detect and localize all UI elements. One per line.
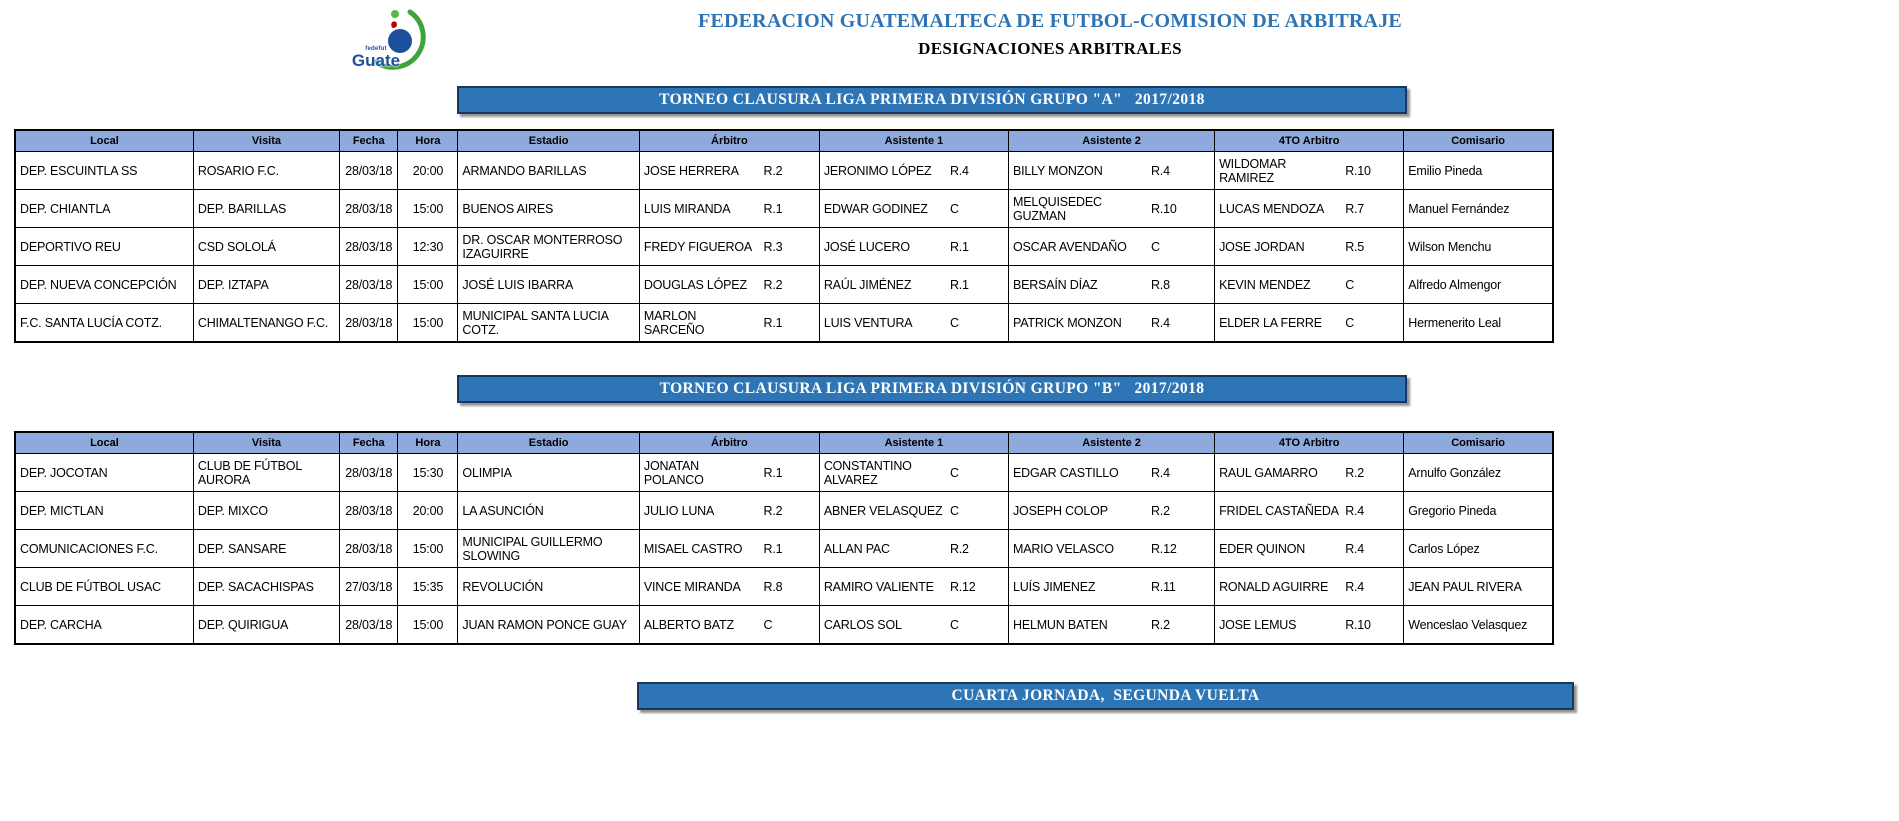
cell-estadio: JOSÉ LUIS IBARRA xyxy=(458,266,639,304)
cell-local: DEP. CARCHA xyxy=(15,606,193,645)
official xyxy=(1013,542,1210,556)
official xyxy=(1219,202,1399,216)
official-category: R.4 xyxy=(1150,315,1170,330)
cell-arbitro xyxy=(639,606,819,645)
official-category: C xyxy=(949,201,959,216)
official-name: VINCE MIRANDA xyxy=(643,579,741,594)
official-category: R.12 xyxy=(1150,541,1177,556)
official-category: R.5 xyxy=(1345,239,1365,254)
cell-cuarto xyxy=(1215,530,1404,568)
table-row xyxy=(15,530,1553,568)
official-name: JERONIMO LÓPEZ xyxy=(823,163,932,178)
official-category: R.2 xyxy=(763,163,783,178)
official-category: R.7 xyxy=(1345,201,1365,216)
official xyxy=(824,316,1004,330)
column-header-hora: Hora xyxy=(398,130,458,152)
official-name: JOSE LEMUS xyxy=(1219,617,1297,632)
official-name: JOSÉ LUCERO xyxy=(823,239,910,254)
official xyxy=(824,618,1004,632)
official-name: LUIS MIRANDA xyxy=(643,201,731,216)
cell-asistente1 xyxy=(819,190,1008,228)
official-category: R.2 xyxy=(763,503,783,518)
official xyxy=(644,618,815,632)
official-name: EDER QUINON xyxy=(1219,541,1306,556)
cell-visita: DEP. QUIRIGUA xyxy=(193,606,339,645)
official xyxy=(824,504,1004,518)
cell-local: CLUB DE FÚTBOL USAC xyxy=(15,568,193,606)
official-name: CARLOS SOL xyxy=(823,617,902,632)
cell-asistente1 xyxy=(819,454,1008,492)
official-name: JOSEPH COLOP xyxy=(1013,503,1108,518)
official-name: LUIS VENTURA xyxy=(823,315,913,330)
official xyxy=(824,580,1004,594)
cell-visita: DEP. BARILLAS xyxy=(193,190,339,228)
cell-comisario: Gregorio Pineda xyxy=(1404,492,1553,530)
cell-visita: CHIMALTENANGO F.C. xyxy=(193,304,339,343)
fedefut-guate-logo-icon xyxy=(348,4,448,82)
official-name: RAMIRO VALIENTE xyxy=(823,579,934,594)
cell-local: DEP. CHIANTLA xyxy=(15,190,193,228)
jornada-banner-text: CUARTA JORNADA, SEGUNDA VUELTA xyxy=(951,687,1260,704)
official-category: R.2 xyxy=(1150,503,1170,518)
table-row xyxy=(15,454,1553,492)
official-category: R.2 xyxy=(1345,465,1365,480)
group-a-banner xyxy=(457,86,1407,114)
cell-comisario: Wenceslao Velasquez xyxy=(1404,606,1553,645)
cell-visita: DEP. MIXCO xyxy=(193,492,339,530)
cell-fecha: 27/03/18 xyxy=(340,568,398,606)
official xyxy=(1013,278,1210,292)
official-name: JOSE JORDAN xyxy=(1219,239,1305,254)
column-header-fecha: Fecha xyxy=(340,432,398,454)
cell-arbitro xyxy=(639,152,819,190)
cell-asistente1 xyxy=(819,266,1008,304)
cell-cuarto xyxy=(1215,266,1404,304)
official-category: R.8 xyxy=(763,579,783,594)
cell-fecha: 28/03/18 xyxy=(340,606,398,645)
column-header-arbitro: Árbitro xyxy=(639,432,819,454)
official xyxy=(644,580,815,594)
cell-estadio: LA ASUNCIÓN xyxy=(458,492,639,530)
official-name: MISAEL CASTRO xyxy=(643,541,743,556)
column-header-estadio: Estadio xyxy=(458,130,639,152)
cell-comisario: Wilson Menchu xyxy=(1404,228,1553,266)
cell-local: F.C. SANTA LUCÍA COTZ. xyxy=(15,304,193,343)
official-category: R.10 xyxy=(1345,617,1371,632)
cell-fecha: 28/03/18 xyxy=(340,304,398,343)
group-a-banner-text: TORNEO CLAUSURA LIGA PRIMERA DIVISIÓN GRUPO "A" 2017/2018 xyxy=(659,91,1205,108)
cell-asistente1 xyxy=(819,228,1008,266)
official xyxy=(824,459,1004,487)
official-category: C xyxy=(949,617,959,632)
page-title: FEDERACION GUATEMALTECA DE FUTBOL-COMISION DE ARBITRAJE xyxy=(698,10,1402,32)
cell-comisario: Emilio Pineda xyxy=(1404,152,1553,190)
group-a-table xyxy=(14,129,1554,343)
official-name: RAÚL JIMÉNEZ xyxy=(823,277,912,292)
cell-cuarto xyxy=(1215,228,1404,266)
cell-comisario: JEAN PAUL RIVERA xyxy=(1404,568,1553,606)
official xyxy=(1219,316,1399,330)
official-name: FREDY FIGUEROA xyxy=(643,239,752,254)
cell-hora: 15:00 xyxy=(398,190,458,228)
official xyxy=(1013,240,1210,254)
official-category: R.1 xyxy=(949,239,969,254)
cell-estadio: JUAN RAMON PONCE GUAY xyxy=(458,606,639,645)
official-name: WILDOMAR RAMIREZ xyxy=(1219,156,1287,185)
official-name: ABNER VELASQUEZ xyxy=(823,503,943,518)
column-header-asistente2: Asistente 2 xyxy=(1009,130,1215,152)
official xyxy=(1219,618,1399,632)
column-header-local: Local xyxy=(15,432,193,454)
cell-cuarto xyxy=(1215,304,1404,343)
official-category: R.4 xyxy=(1345,579,1365,594)
official-name: ELDER LA FERRE xyxy=(1219,315,1322,330)
column-header-cuarto: 4TO Arbitro xyxy=(1215,432,1404,454)
cell-hora: 15:00 xyxy=(398,530,458,568)
table-row xyxy=(15,266,1553,304)
official-category: R.2 xyxy=(949,541,969,556)
cell-cuarto xyxy=(1215,568,1404,606)
cell-estadio: MUNICIPAL SANTA LUCIA COTZ. xyxy=(458,304,639,343)
official-name: BILLY MONZON xyxy=(1013,163,1103,178)
official xyxy=(1219,278,1399,292)
official-category: R.1 xyxy=(763,465,783,480)
cell-asistente2 xyxy=(1009,568,1215,606)
cell-asistente2 xyxy=(1009,190,1215,228)
official-name: RAUL GAMARRO xyxy=(1219,465,1318,480)
official xyxy=(1013,466,1210,480)
official xyxy=(644,202,815,216)
official-name: MELQUISEDEC GUZMAN xyxy=(1013,194,1102,223)
cell-asistente1 xyxy=(819,530,1008,568)
cell-estadio: ARMANDO BARILLAS xyxy=(458,152,639,190)
cell-comisario: Manuel Fernández xyxy=(1404,190,1553,228)
official xyxy=(1013,316,1210,330)
official-category: R.1 xyxy=(949,277,969,292)
cell-arbitro xyxy=(639,454,819,492)
official-category: R.10 xyxy=(1345,163,1371,178)
cell-visita: DEP. SANSARE xyxy=(193,530,339,568)
column-header-asistente2: Asistente 2 xyxy=(1009,432,1215,454)
cell-asistente2 xyxy=(1009,266,1215,304)
official xyxy=(644,504,815,518)
group-b-banner xyxy=(457,375,1407,403)
cell-arbitro xyxy=(639,304,819,343)
cell-local: DEP. MICTLAN xyxy=(15,492,193,530)
cell-cuarto xyxy=(1215,454,1404,492)
cell-arbitro xyxy=(639,190,819,228)
official xyxy=(1013,195,1210,223)
fedefut-guate-logo xyxy=(348,4,448,82)
table-row xyxy=(15,228,1553,266)
cell-fecha: 28/03/18 xyxy=(340,152,398,190)
cell-arbitro xyxy=(639,492,819,530)
official xyxy=(1013,164,1210,178)
cell-asistente1 xyxy=(819,606,1008,645)
cell-arbitro xyxy=(639,530,819,568)
table-header-row xyxy=(15,130,1553,152)
official xyxy=(1219,580,1399,594)
official-category: R.1 xyxy=(763,201,783,216)
table-row xyxy=(15,606,1553,645)
official-name: ALBERTO BATZ xyxy=(643,617,734,632)
official-category: R.8 xyxy=(1150,277,1170,292)
table-row xyxy=(15,568,1553,606)
cell-asistente2 xyxy=(1009,454,1215,492)
official-category: R.4 xyxy=(1150,163,1170,178)
cell-asistente2 xyxy=(1009,606,1215,645)
column-header-visita: Visita xyxy=(193,432,339,454)
cell-estadio: DR. OSCAR MONTERROSO IZAGUIRRE xyxy=(458,228,639,266)
cell-comisario: Carlos López xyxy=(1404,530,1553,568)
cell-visita: DEP. IZTAPA xyxy=(193,266,339,304)
official-name: EDGAR CASTILLO xyxy=(1013,465,1119,480)
official xyxy=(1013,618,1210,632)
document-header xyxy=(0,0,1899,72)
cell-visita: CLUB DE FÚTBOL AURORA xyxy=(193,454,339,492)
cell-estadio: BUENOS AIRES xyxy=(458,190,639,228)
official-name: PATRICK MONZON xyxy=(1013,315,1122,330)
column-header-local: Local xyxy=(15,130,193,152)
official-category: R.1 xyxy=(763,315,783,330)
official xyxy=(824,240,1004,254)
official-category: C xyxy=(949,315,959,330)
cell-asistente2 xyxy=(1009,304,1215,343)
official-category: R.4 xyxy=(1345,541,1365,556)
logo-wordmark xyxy=(350,46,402,69)
cell-arbitro xyxy=(639,228,819,266)
group-b-banner-text: TORNEO CLAUSURA LIGA PRIMERA DIVISIÓN GRUPO "B" 2017/2018 xyxy=(659,380,1205,397)
official-name: BERSAÍN DÍAZ xyxy=(1013,277,1098,292)
official-name: OSCAR AVENDAÑO xyxy=(1013,239,1127,254)
column-header-comisario: Comisario xyxy=(1404,432,1553,454)
cell-cuarto xyxy=(1215,190,1404,228)
official-name: KEVIN MENDEZ xyxy=(1219,277,1311,292)
cell-local: DEPORTIVO REU xyxy=(15,228,193,266)
official-category: R.4 xyxy=(1345,503,1365,518)
official xyxy=(824,278,1004,292)
cell-local: DEP. NUEVA CONCEPCIÓN xyxy=(15,266,193,304)
column-header-fecha: Fecha xyxy=(340,130,398,152)
cell-hora: 15:35 xyxy=(398,568,458,606)
cell-comisario: Alfredo Almengor xyxy=(1404,266,1553,304)
official-category: R.12 xyxy=(949,579,976,594)
official-category: R.4 xyxy=(949,163,969,178)
official xyxy=(1013,504,1210,518)
cell-asistente2 xyxy=(1009,152,1215,190)
official-category: R.2 xyxy=(1150,617,1170,632)
official-name: DOUGLAS LÓPEZ xyxy=(643,277,747,292)
cell-asistente1 xyxy=(819,492,1008,530)
column-header-visita: Visita xyxy=(193,130,339,152)
official-category: C xyxy=(949,465,959,480)
official xyxy=(1013,580,1210,594)
column-header-estadio: Estadio xyxy=(458,432,639,454)
cell-fecha: 28/03/18 xyxy=(340,454,398,492)
cell-fecha: 28/03/18 xyxy=(340,266,398,304)
table-header-row xyxy=(15,432,1553,454)
official-name: HELMUN BATEN xyxy=(1013,617,1108,632)
official-name: LUÍS JIMENEZ xyxy=(1013,579,1096,594)
cell-comisario: Arnulfo González xyxy=(1404,454,1553,492)
official-name: JONATAN POLANCO xyxy=(643,458,704,487)
cell-asistente1 xyxy=(819,304,1008,343)
cell-asistente2 xyxy=(1009,228,1215,266)
official-name: LUCAS MENDOZA xyxy=(1219,201,1325,216)
official xyxy=(824,542,1004,556)
cell-arbitro xyxy=(639,568,819,606)
column-header-hora: Hora xyxy=(398,432,458,454)
official-category: C xyxy=(1150,239,1160,254)
cell-estadio: MUNICIPAL GUILLERMO SLOWING xyxy=(458,530,639,568)
cell-visita: CSD SOLOLÁ xyxy=(193,228,339,266)
page-subtitle: DESIGNACIONES ARBITRALES xyxy=(918,39,1182,58)
official-category: C xyxy=(1345,315,1355,330)
cell-asistente2 xyxy=(1009,530,1215,568)
official-name: MARIO VELASCO xyxy=(1013,541,1114,556)
logo-brand-top: fedefut xyxy=(365,46,387,52)
logo-brand: Guate xyxy=(351,51,401,70)
cell-local: DEP. JOCOTAN xyxy=(15,454,193,492)
official xyxy=(1219,157,1399,185)
official-name: JOSE HERRERA xyxy=(643,163,739,178)
official-category: C xyxy=(763,617,773,632)
official xyxy=(1219,466,1399,480)
cell-comisario: Hermenerito Leal xyxy=(1404,304,1553,343)
cell-hora: 12:30 xyxy=(398,228,458,266)
column-header-asistente1: Asistente 1 xyxy=(819,130,1008,152)
column-header-comisario: Comisario xyxy=(1404,130,1553,152)
official-name: MARLON SARCEÑO xyxy=(643,308,705,337)
cell-estadio: REVOLUCIÓN xyxy=(458,568,639,606)
official-category: R.1 xyxy=(763,541,783,556)
official-name: JULIO LUNA xyxy=(643,503,715,518)
cell-asistente2 xyxy=(1009,492,1215,530)
column-header-asistente1: Asistente 1 xyxy=(819,432,1008,454)
jornada-banner xyxy=(637,682,1574,710)
cell-asistente1 xyxy=(819,152,1008,190)
official-category: C xyxy=(1345,277,1355,292)
table-row xyxy=(15,152,1553,190)
official xyxy=(644,278,815,292)
cell-visita: DEP. SACACHISPAS xyxy=(193,568,339,606)
official-category: R.2 xyxy=(763,277,783,292)
column-header-arbitro: Árbitro xyxy=(639,130,819,152)
official-category: R.4 xyxy=(1150,465,1170,480)
table-row xyxy=(15,492,1553,530)
official xyxy=(644,309,815,337)
cell-hora: 20:00 xyxy=(398,492,458,530)
table-row xyxy=(15,190,1553,228)
cell-cuarto xyxy=(1215,492,1404,530)
cell-fecha: 28/03/18 xyxy=(340,492,398,530)
official xyxy=(644,542,815,556)
cell-hora: 15:00 xyxy=(398,606,458,645)
cell-fecha: 28/03/18 xyxy=(340,228,398,266)
cell-fecha: 28/03/18 xyxy=(340,190,398,228)
official-category: R.11 xyxy=(1150,579,1176,594)
official xyxy=(1219,542,1399,556)
official-name: FRIDEL CASTAÑEDA xyxy=(1219,503,1339,518)
column-header-cuarto: 4TO Arbitro xyxy=(1215,130,1404,152)
group-b-table xyxy=(14,431,1554,645)
official-category: R.10 xyxy=(1150,201,1177,216)
cell-visita: ROSARIO F.C. xyxy=(193,152,339,190)
official xyxy=(644,164,815,178)
official-category: R.3 xyxy=(763,239,783,254)
official xyxy=(644,459,815,487)
official-name: ALLAN PAC xyxy=(823,541,890,556)
cell-local: DEP. ESCUINTLA SS xyxy=(15,152,193,190)
official xyxy=(1219,240,1399,254)
titles xyxy=(600,10,1500,59)
official xyxy=(1219,504,1399,518)
official-name: CONSTANTINO ALVAREZ xyxy=(823,458,912,487)
official xyxy=(644,240,815,254)
cell-cuarto xyxy=(1215,606,1404,645)
cell-hora: 20:00 xyxy=(398,152,458,190)
cell-arbitro xyxy=(639,266,819,304)
cell-local: COMUNICACIONES F.C. xyxy=(15,530,193,568)
table-row xyxy=(15,304,1553,343)
official xyxy=(824,202,1004,216)
cell-estadio: OLIMPIA xyxy=(458,454,639,492)
cell-cuarto xyxy=(1215,152,1404,190)
cell-hora: 15:30 xyxy=(398,454,458,492)
cell-hora: 15:00 xyxy=(398,266,458,304)
official-category: C xyxy=(949,503,959,518)
official-name: RONALD AGUIRRE xyxy=(1219,579,1329,594)
cell-asistente1 xyxy=(819,568,1008,606)
official-name: EDWAR GODINEZ xyxy=(823,201,928,216)
cell-fecha: 28/03/18 xyxy=(340,530,398,568)
cell-hora: 15:00 xyxy=(398,304,458,343)
official xyxy=(824,164,1004,178)
